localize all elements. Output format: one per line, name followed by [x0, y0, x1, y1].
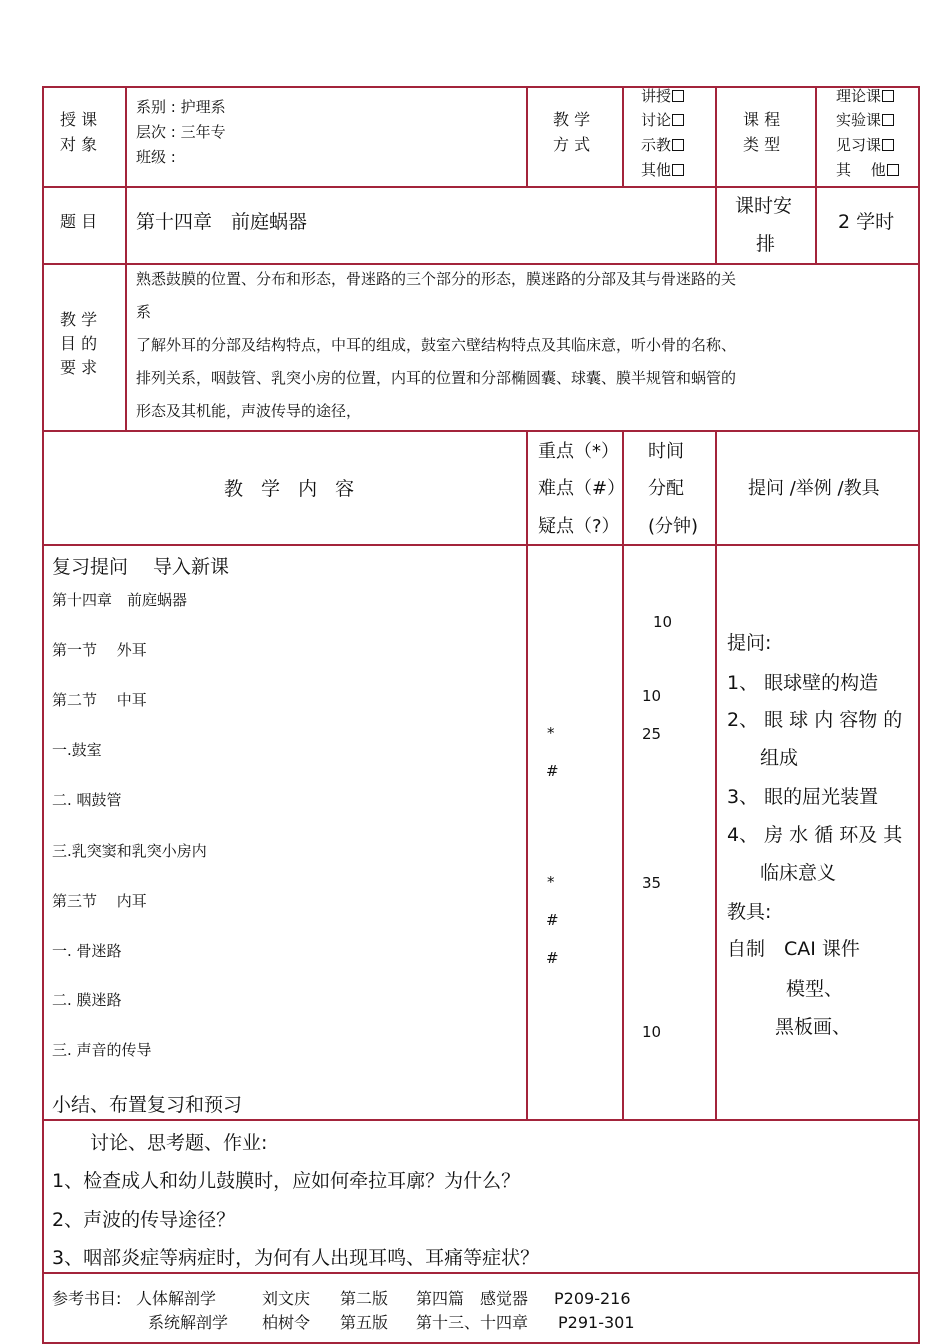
question-item-continued: 临床意义	[760, 862, 837, 884]
time-header-line1: 时间	[648, 441, 684, 462]
checkbox[interactable]	[672, 164, 684, 176]
course-type-label-line2: 类 型	[743, 135, 781, 154]
question-item-continued: 组成	[760, 747, 799, 769]
discussion-title: 讨论、思考题、作业:	[90, 1132, 268, 1154]
hours-label-line2: 排	[756, 233, 776, 255]
method-option-discussion[interactable]: 讨论	[641, 113, 684, 128]
checkbox[interactable]	[882, 114, 894, 126]
checkbox[interactable]	[672, 139, 684, 151]
question-item: 4、 房 水 循 环及 其	[727, 824, 903, 846]
content-item: 第二节 中耳	[52, 691, 147, 709]
mark-header-difficult: 难点（#）	[538, 478, 626, 499]
col-divider	[815, 186, 817, 264]
col-divider	[715, 430, 717, 1120]
mark-symbol: *	[547, 724, 555, 742]
col-divider	[622, 86, 624, 187]
reference-section: 第十三、十四章	[416, 1313, 529, 1332]
row-divider	[42, 430, 920, 432]
objectives-label-line2: 目 的	[60, 334, 98, 353]
method-label-line2: 方 式	[553, 135, 591, 154]
tool-item: 自制 CAI 课件	[727, 938, 860, 960]
method-option-other[interactable]: 其他	[641, 163, 684, 178]
method-option-demo[interactable]: 示教	[641, 138, 684, 153]
mark-symbol: #	[546, 949, 559, 967]
objective-line: 熟悉鼓膜的位置、分布和形态，骨迷路的三个部分的形态，膜迷路的分部及其与骨迷路的关	[136, 270, 737, 288]
time-value: 35	[642, 874, 662, 892]
objective-line: 了解外耳的分部及结构特点，中耳的组成，鼓室六壁结构特点及其临床意，听小骨的名称、	[136, 336, 737, 354]
type-option-lab[interactable]: 实验课	[836, 113, 894, 128]
content-item: 二. 咽鼓管	[52, 791, 122, 809]
time-value: 10	[653, 613, 673, 631]
type-option-theory[interactable]: 理论课	[836, 89, 894, 104]
checkbox[interactable]	[672, 114, 684, 126]
discussion-question: 1、检查成人和幼儿鼓膜时，应如何牵拉耳廓？为什么？	[52, 1170, 521, 1192]
time-header-line3: (分钟)	[648, 516, 699, 537]
type-option-other[interactable]: 其 他	[836, 163, 899, 178]
col-divider	[815, 86, 817, 187]
col-divider	[125, 86, 127, 431]
closing-text: 小结、布置复习和预习	[52, 1094, 243, 1116]
target-label-line1: 授 课	[60, 110, 98, 129]
class-text: 班级 :	[136, 148, 176, 166]
intro-text: 复习提问 导入新课	[52, 556, 230, 578]
mark-symbol: #	[546, 762, 559, 780]
row-divider	[42, 263, 920, 265]
content-item: 第一节 外耳	[52, 641, 147, 659]
content-item: 三.乳突窦和乳突小房内	[52, 842, 207, 860]
checkbox[interactable]	[672, 90, 684, 102]
row-divider	[42, 1272, 920, 1274]
course-type-label-line1: 课 程	[743, 110, 781, 129]
mark-symbol: *	[547, 873, 555, 891]
topic-title: 第十四章 前庭蜗器	[136, 211, 308, 233]
row-divider	[42, 1119, 920, 1121]
department-text: 系别 : 护理系	[136, 98, 226, 116]
checkbox[interactable]	[882, 139, 894, 151]
time-value: 25	[642, 725, 662, 743]
col-divider	[526, 430, 528, 1120]
content-header: 教 学 内 容	[224, 478, 361, 500]
time-header-line2: 分配	[648, 478, 684, 499]
method-label-line1: 教 学	[553, 110, 591, 129]
reference-pages: P209-216	[554, 1289, 631, 1308]
objectives-label-line1: 教 学	[60, 310, 98, 329]
type-option-practicum[interactable]: 见习课	[836, 138, 894, 153]
mark-header-key: 重点（*）	[538, 441, 619, 462]
aids-header: 提问 /举例 /教具	[748, 478, 880, 499]
question-item: 3、 眼的屈光装置	[727, 786, 879, 808]
reference-edition: 第五版	[340, 1313, 389, 1332]
objective-line: 系	[136, 303, 152, 321]
hours-value: 2 学时	[838, 211, 895, 233]
reference-pages: P291-301	[558, 1313, 635, 1332]
content-item: 二. 膜迷路	[52, 991, 122, 1009]
level-text: 层次 : 三年专	[136, 123, 226, 141]
target-label-line2: 对 象	[60, 135, 98, 154]
time-value: 10	[642, 687, 662, 705]
time-value: 10	[642, 1023, 662, 1041]
content-item: 一. 骨迷路	[52, 942, 122, 960]
col-divider	[526, 86, 528, 187]
col-divider	[715, 86, 717, 187]
reference-edition: 第二版	[340, 1289, 389, 1308]
checkbox[interactable]	[882, 90, 894, 102]
tool-item: 模型、	[786, 978, 844, 1000]
objectives-label-line3: 要 求	[60, 358, 98, 377]
checkbox[interactable]	[887, 164, 899, 176]
discussion-question: 2、声波的传导途径？	[52, 1209, 236, 1231]
hours-label-line1: 课时安	[735, 195, 793, 217]
content-item: 第十四章 前庭蜗器	[52, 591, 188, 609]
col-divider	[715, 186, 717, 264]
content-item: 第三节 内耳	[52, 892, 147, 910]
row-divider	[42, 544, 920, 546]
reference-book: 系统解剖学	[148, 1313, 229, 1332]
topic-label: 题 目	[60, 212, 98, 231]
content-item: 三. 声音的传导	[52, 1041, 152, 1059]
objective-line: 形态及其机能，声波传导的途径，	[136, 402, 362, 420]
mark-header-doubt: 疑点（?）	[538, 516, 620, 537]
objective-line: 排列关系，咽鼓管、乳突小房的位置，内耳的位置和分部椭圆囊、球囊、膜半规管和蜗管的	[136, 369, 737, 387]
col-divider	[622, 430, 624, 1120]
references-label: 参考书目:	[52, 1289, 122, 1308]
reference-author: 刘文庆	[262, 1289, 311, 1308]
mark-symbol: #	[546, 911, 559, 929]
tools-label: 教具:	[727, 901, 772, 923]
question-label: 提问:	[727, 632, 772, 654]
tool-item: 黑板画、	[775, 1016, 852, 1038]
question-item: 2、 眼 球 内 容物 的	[727, 709, 903, 731]
reference-section: 第四篇 感觉器	[416, 1289, 529, 1308]
question-item: 1、 眼球壁的构造	[727, 672, 879, 694]
reference-author: 柏树令	[262, 1313, 311, 1332]
content-item: 一.鼓室	[52, 741, 102, 759]
row-divider	[42, 186, 920, 188]
method-option-lecture[interactable]: 讲授	[641, 89, 684, 104]
reference-book: 人体解剖学	[136, 1289, 217, 1308]
discussion-question: 3、咽部炎症等病症时，为何有人出现耳鸣、耳痛等症状？	[52, 1247, 540, 1269]
